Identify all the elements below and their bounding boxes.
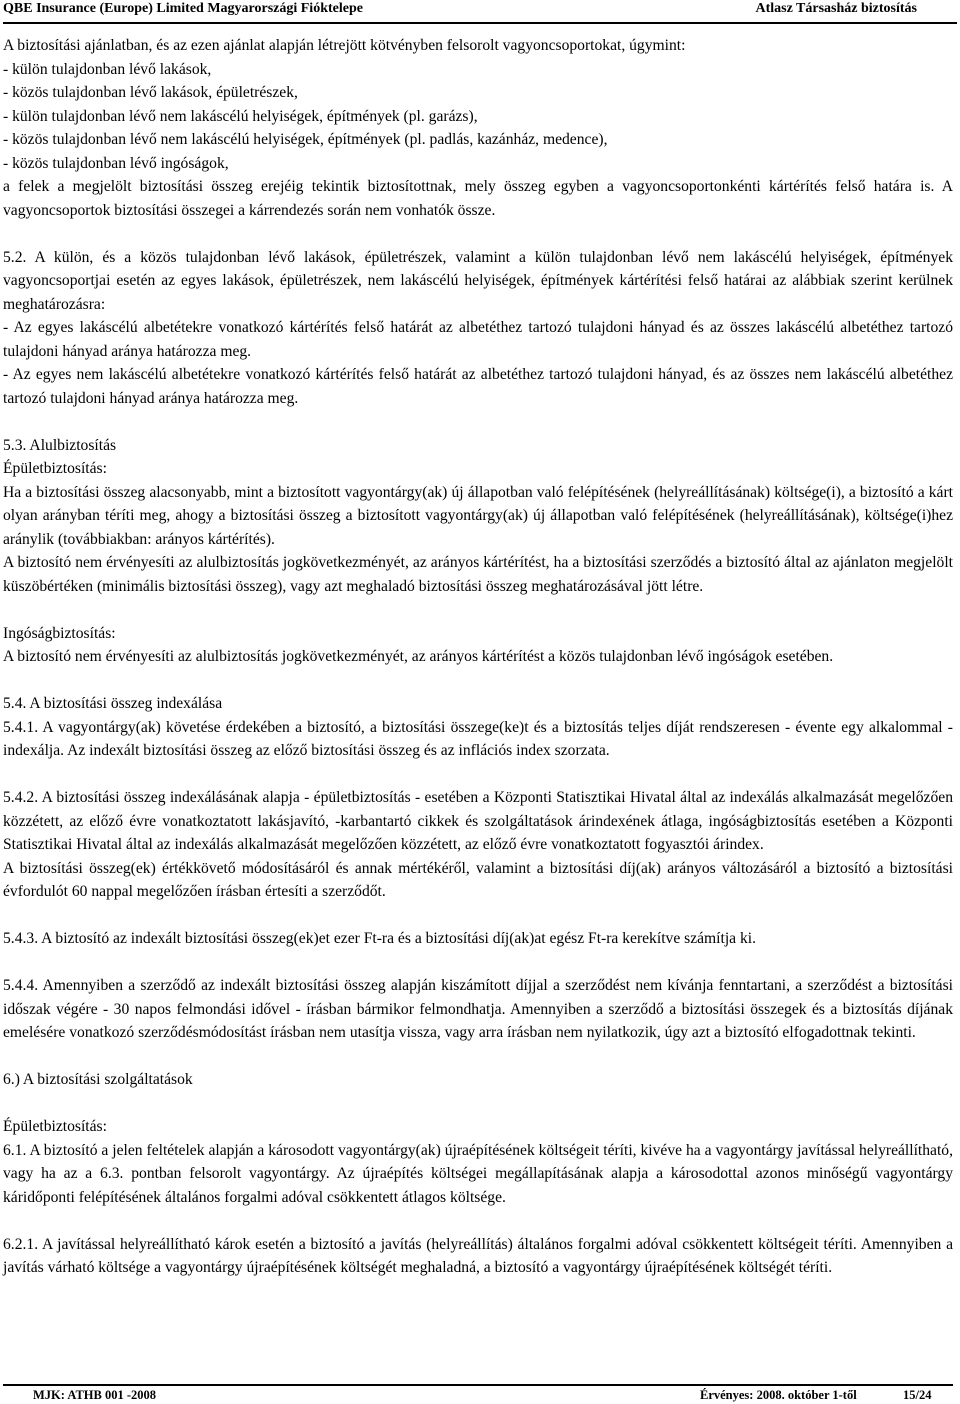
footer-valid-from: Érvényes: 2008. október 1-től (700, 1388, 857, 1402)
page-header (3, 0, 957, 24)
page-footer (3, 1384, 953, 1402)
document-body (3, 34, 953, 1280)
paragraph: 5.3. Alulbiztosítás (3, 436, 117, 454)
paragraph: Épületbiztosítás: (3, 1118, 107, 1135)
paragraph: 5.4.4. Amennyiben a szerződő az indexált biztosítási összeg alapján kiszámított díjjal a szerződést nem kívánja fenntartani, a szerződést a biztosítási időszak végére - 30 napos felmondási idővel - írásban bármikor felmondhatja. Amennyiben a szerződő a biztosítási összegek és a biztosítás díjának emelésére vonatkozó szerződésmódosítást írásban nem utasítja vissza, vagy arra írásban nem nyilatkozik, úgy azt a biztosító elfogadottnak tekinti. (3, 977, 953, 1041)
paragraph: A biztosítási összeg(ek) értékkövető módosításáról és annak mértékéről, valamint a biztosítási díj(ak) arányos változásáról a biztosító a biztosítási évfordulót 60 nappal megelőzően írásban értesíti a szerződőt. (3, 859, 953, 900)
header-company-name: QBE Insurance (Europe) Limited Magyarországi Fióktelepe (3, 1, 363, 16)
paragraph: - Az egyes nem lakáscélú albetétekre vonatkozó kártérítés felső határát az albetéthez tartozó tulajdoni hányad, és az összes nem lakáscélú albetéthez tartozó tulajdoni hányad aránya határozza meg. (3, 366, 953, 407)
paragraph-spacer (3, 1092, 953, 1116)
paragraph: - közös tulajdonban lévő ingóságok, (3, 154, 229, 172)
paragraph: 5.2. A külön, és a közös tulajdonban lévő lakások, épületrészek, valamint a külön tulajdonban lévő nem lakáscélú helyiségek, építmények vagyoncsoportjai esetén az egyes lakások, épületrészek, nem lakáscélú helyiségek, építmények kártérítési felső határai az alábbiak szerint kerülnek meghatározásra: (3, 248, 953, 313)
paragraph: A biztosító nem érvényesíti az alulbiztosítás jogkövetkezményét, az arányos kártérítést a közös tulajdonban lévő ingóságok esetében. (3, 648, 834, 665)
paragraph-spacer (3, 410, 953, 434)
paragraph: - külön tulajdonban lévő lakások, (3, 60, 212, 78)
paragraph-spacer (3, 951, 953, 975)
paragraph: 6.2.1. A javítással helyreállítható károk esetén a biztosító a javítás (helyreállítás) általános forgalmi adóval csökkentett költségeit téríti. Amennyiben a javítás várható költsége a vagyontárgy újraépítésének költségét meghaladná, a biztosító a vagyontárgy újraépítésének költségét téríti. (3, 1235, 953, 1276)
paragraph-spacer (3, 1045, 953, 1069)
paragraph-spacer (3, 598, 953, 622)
paragraph: a felek a megjelölt biztosítási összeg erejéig tekintik biztosítottnak, mely összeg egyben a vagyoncsoportonkénti kártérítés felső határa is. A vagyoncsoportok biztosítási összegei a kárrendezés során nem vonhatók össze. (3, 178, 953, 219)
paragraph: - közös tulajdonban lévő nem lakáscélú helyiségek, építmények (pl. padlás, kazánház, medence), (3, 131, 608, 148)
paragraph: Épületbiztosítás: (3, 460, 107, 477)
paragraph: 6.1. A biztosító a jelen feltételek alapján a károsodott vagyontárgy(ak) újraépítésének költségeit téríti, kivéve ha a vagyontárgy javítással helyreállítható, vagy ha az a 6.3. pontban felsorolt vagyontárgy. Az újraépítés költségei megállapításának alapja a károsodottal azonos minőségű vagyontárgy káridőponti felépítésének általános forgalmi adóval csökkentett átlagos költsége. (3, 1141, 953, 1206)
paragraph-spacer (3, 904, 953, 928)
paragraph: 5.4. A biztosítási összeg indexálása (3, 695, 223, 712)
paragraph-spacer (3, 222, 953, 246)
paragraph-spacer (3, 763, 953, 787)
paragraph: 5.4.3. A biztosító az indexált biztosítási összeg(ek)et ezer Ft-ra és a biztosítási díj(ak)at egész Ft-ra kerekítve számítja ki. (3, 930, 757, 947)
paragraph: 6.) A biztosítási szolgáltatások (3, 1071, 193, 1088)
paragraph: Ha a biztosítási összeg alacsonyabb, mint a biztosított vagyontárgy(ak) új állapotban való felépítésének (helyreállításának) költsége(i), a biztosító a kárt olyan arányban téríti meg, ahogy a biztosítási összeg a biztosított vagyontárgy(ak) új állapotban való felépítésének (helyreállításának), költsége(i)hez aránylik (továbbiakban: arányos kártérítés). (3, 483, 953, 548)
footer-document-code: MJK: ATHB 001 -2008 (33, 1388, 157, 1402)
header-product-name: Atlasz Társasház biztosítás (755, 1, 917, 16)
paragraph: - Az egyes lakáscélú albetétekre vonatkozó kártérítés felső határát az albetéthez tartozó tulajdoni hányad és az összes lakáscélú albetéthez tartozó tulajdoni hányad aránya határozza meg. (3, 319, 953, 360)
paragraph: - külön tulajdonban lévő nem lakáscélú helyiségek, építmények (pl. garázs), (3, 107, 478, 125)
paragraph-spacer (3, 669, 953, 693)
paragraph: Ingóságbiztosítás: (3, 624, 116, 642)
paragraph-spacer (3, 1209, 953, 1233)
paragraph: - közös tulajdonban lévő lakások, épületrészek, (3, 84, 298, 101)
paragraph: 5.4.1. A vagyontárgy(ak) követése érdekében a biztosító, a biztosítási összege(ke)t és a biztosítás teljes díját rendszeresen - évente egy alkalommal - indexálja. Az indexált biztosítási összeg az előző biztosítási összeg és az inflációs index szorzata. (3, 718, 953, 759)
paragraph: 5.4.2. A biztosítási összeg indexálásának alapja - épületbiztosítás - esetében a Központi Statisztikai Hivatal által az indexálás alkalmazását megelőzően közzétett, az előző évre vonatkoztatott lakásjavító, -karbantartó cikkek és szolgáltatások árindexének átlaga, ingóságbiztosítás esetében a Központi Statisztikai Hivatal által az indexálás alkalmazását megelőzően közzétett, az előző évre vonatkoztatott fogyasztói árindex. (3, 789, 953, 853)
paragraph: A biztosító nem érvényesíti az alulbiztosítás jogkövetkezményét, az arányos kártérítést, ha a biztosítási szerződés a biztosító által az ajánlaton megjelölt küszöbértéken (minimális biztosítási összeg), vagy azt meghaladó biztosítási összeg meghatározásával jött létre. (3, 554, 953, 595)
footer-page-number: 15/24 (903, 1388, 932, 1402)
paragraph: A biztosítási ajánlatban, és az ezen ajánlat alapján létrejött kötvényben felsorolt vagyoncsoportokat, úgymint: (3, 37, 686, 54)
